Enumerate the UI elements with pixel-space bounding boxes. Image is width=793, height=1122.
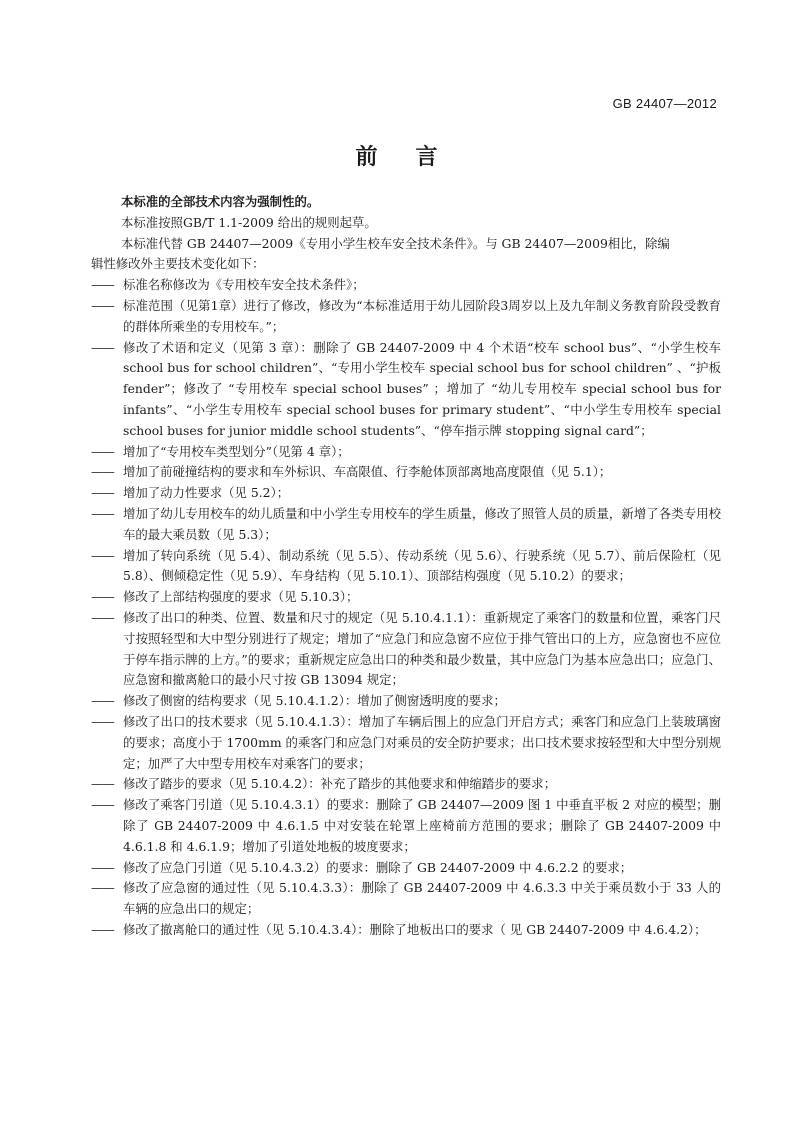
page-title: 前言 <box>355 145 476 170</box>
change-item <box>91 920 721 941</box>
change-text: 增加了动力性要求（见 5.2）； <box>123 485 290 501</box>
change-item <box>91 296 721 338</box>
drafting-statement: 本标准按照GB/T 1.1-2009 给出的规则起草。 <box>121 214 377 230</box>
replace-statement-line1: 本标准代替 GB 24407—2009《专用小学生校车安全技术条件》。与 GB 24407—2009相比，除编 <box>121 235 670 251</box>
change-text: 修改了侧窗的结构要求（见 5.10.4.1.2）：增加了侧窗透明度的要求； <box>123 693 506 709</box>
dash-marker: —— <box>91 713 114 729</box>
change-item <box>91 608 721 691</box>
change-item <box>91 587 721 608</box>
change-item <box>91 712 721 774</box>
dash-marker: —— <box>91 776 114 792</box>
change-item <box>91 878 721 920</box>
change-text: 修改了上部结构强度的要求（见 5.10.3）； <box>123 589 359 605</box>
change-item <box>91 774 721 795</box>
change-item <box>91 338 721 442</box>
change-text: 修改了乘客门引道（见 5.10.4.3.1）的要求：删除了 GB 24407—2009 图 1 中垂直平板 2 对应的模型；删除了 GB 24407-2009 中 4.6.1.5 中对安装在轮罩上座椅前方范围的要求；删除了 GB 24407-2009 中 4.6.1.8 和 4.6.1.9；增加了引道处地板的坡度要求； <box>123 797 721 854</box>
replace-statement-line2: 辑性修改外主要技术变化如下： <box>91 256 265 272</box>
change-text: 修改了出口的种类、位置、数量和尺寸的规定（见 5.10.4.1.1）：重新规定了乘客门的数量和位置，乘客门尺寸按照轻型和大中型分别进行了规定；增加了“应急门和应急窗不应位于排气管出口的上方，应急窗也不应位于停车指示牌的上方。”的要求；重新规定应急出口的种类和最少数量，其中应急门为基本应急出口；应急门、应急窗和撤离舱口的最小尺寸按 GB 13094 规定； <box>123 609 721 688</box>
dash-marker: —— <box>91 921 114 937</box>
change-text: 修改了术语和定义（见第 3 章）：删除了 GB 24407-2009 中 4 个术语“校车 school bus”、“小学生校车 school bus for school children”、“专用小学生校车 special school bus for school children” 、“护板 fender”；修改了 “专用校车 special school buses” ；增加了 “幼儿专用校车 special school bus for infants”、“小学生专用校车 special school buses for primary student”、“中小学生专用校车 special school buses for junior middle school students”、“停车指示牌 stopping signal card”； <box>123 339 721 438</box>
change-text: 修改了应急窗的通过性（见 5.10.4.3.3）：删除了 GB 24407-2009 中 4.6.3.3 中关于乘员数小于 33 人的车辆的应急出口的规定； <box>123 880 721 917</box>
change-text: 修改了出口的技术要求（见 5.10.4.1.3）：增加了车辆后围上的应急门开启方式；乘客门和应急门上装玻璃窗的要求；高度小于 1700mm 的乘客门和应急门对乘员的安全防护要求；出口技术要求按轻型和大中型分别规定；加严了大中型专用校车对乘客门的要求； <box>123 713 721 771</box>
change-text: 增加了幼儿专用校车的幼儿质量和中小学生专用校车的学生质量，修改了照管人员的质量，新增了各类专用校车的最大乘员数（见 5.3）； <box>123 505 721 542</box>
change-item <box>91 858 721 879</box>
change-text: 增加了“专用校车类型划分”（见第 4 章）； <box>123 443 350 459</box>
dash-marker: —— <box>91 505 114 521</box>
dash-marker: —— <box>91 339 114 355</box>
change-item <box>91 795 721 857</box>
dash-marker: —— <box>91 443 114 459</box>
dash-marker: —— <box>91 859 114 875</box>
change-text: 修改了踏步的要求（见 5.10.4.2）：补充了踏步的其他要求和伸缩踏步的要求； <box>123 776 557 792</box>
dash-marker: —— <box>91 464 114 480</box>
dash-marker: —— <box>91 693 114 709</box>
change-text: 修改了应急门引道（见 5.10.4.3.2）的要求：删除了 GB 24407-2009 中 4.6.2.2 的要求； <box>123 859 633 875</box>
dash-marker: —— <box>91 485 114 501</box>
document-body <box>91 192 721 941</box>
dash-marker: —— <box>91 880 114 896</box>
change-item <box>91 504 721 546</box>
dash-marker: —— <box>91 297 114 313</box>
change-item <box>91 546 721 588</box>
dash-marker: —— <box>91 277 114 293</box>
change-text: 标准范围（见第1章）进行了修改，修改为“本标准适用于幼儿园阶段3周岁以上及九年制义务教育阶段受教育的群体所乘坐的专用校车。”； <box>123 297 721 334</box>
change-list <box>91 275 721 941</box>
dash-marker: —— <box>91 589 114 605</box>
change-item <box>91 483 721 504</box>
dash-marker: —— <box>91 609 114 625</box>
dash-marker: —— <box>91 547 114 563</box>
change-text: 修改了撤离舱口的通过性（见 5.10.4.3.4）：删除了地板出口的要求（ 见 GB 24407-2009 中 4.6.4.2）； <box>123 921 707 937</box>
standard-code: GB 24407—2012 <box>612 96 717 111</box>
change-text: 增加了转向系统（见 5.4）、制动系统（见 5.5）、传动系统（见 5.6）、行驶系统（见 5.7）、前后保险杠（见 5.8）、侧倾稳定性（见 5.9）、车身结构（见 5.10.1）、顶部结构强度（见 5.10.2）的要求； <box>123 547 721 584</box>
change-text: 标准名称修改为《专用校车安全技术条件》； <box>123 277 365 293</box>
change-item <box>91 275 721 296</box>
change-item <box>91 691 721 712</box>
change-item <box>91 462 721 483</box>
dash-marker: —— <box>91 797 114 813</box>
mandatory-statement: 本标准的全部技术内容为强制性的。 <box>121 194 320 209</box>
change-text: 增加了前碰撞结构的要求和车外标识、车高限值、行李舱体顶部离地高度限值（见 5.1）； <box>123 464 612 480</box>
change-item <box>91 442 721 463</box>
